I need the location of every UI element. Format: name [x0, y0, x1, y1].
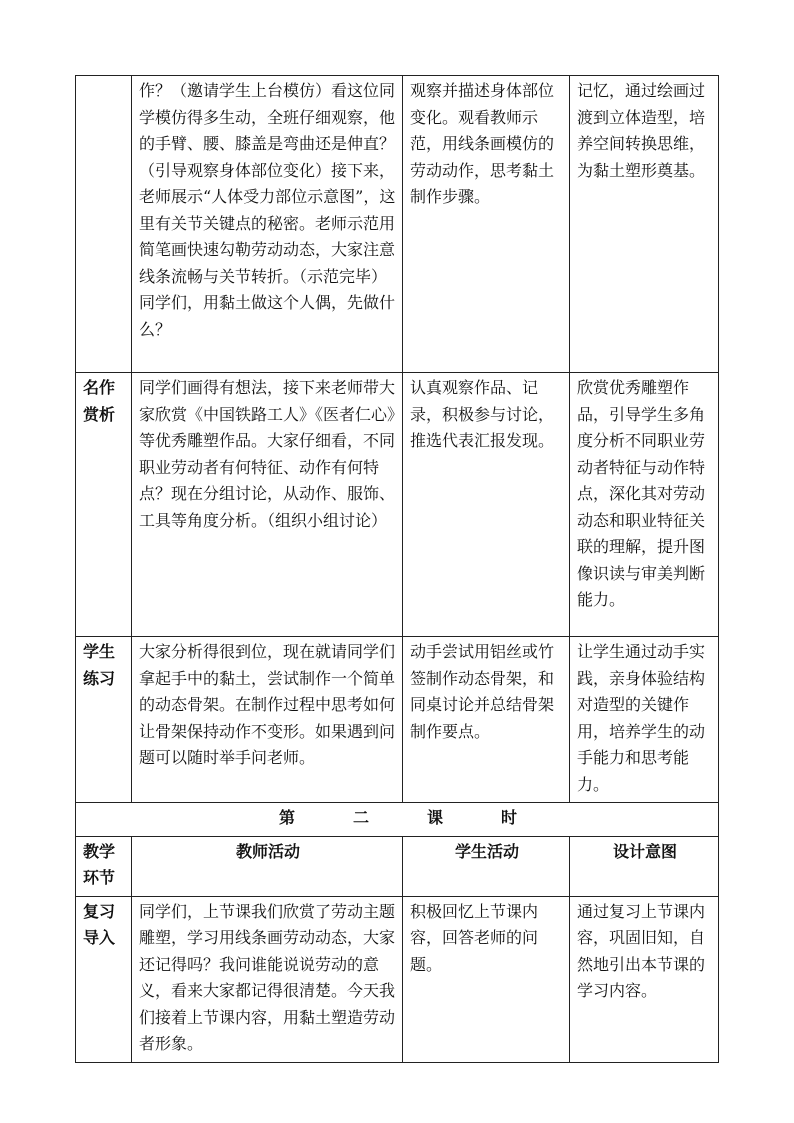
teacher-activity-cell: 同学们画得有想法，接下来老师带大家欣赏《中国铁路工人》《医者仁心》等优秀雕塑作品。大家仔细看，不同职业劳动者有何特征、动作有何特点？现在分组讨论，从动作、服饰、工具等角度分析。（组织小组讨论）	[132, 373, 403, 637]
header-row	[76, 836, 719, 896]
header-student-activity: 学生活动	[403, 836, 570, 896]
teacher-activity-cell: 大家分析得很到位，现在就请同学们拿起手中的黏土，尝试制作一个简单的动态骨架。在制作过程中思考如何让骨架保持动作不变形。如果遇到问题可以随时举手问老师。	[132, 637, 403, 803]
student-activity-cell: 观察并描述身体部位变化。观看教师示范，用线条画模仿的劳动动作，思考黏土制作步骤。	[403, 76, 570, 373]
header-teacher-activity: 教师活动	[132, 836, 403, 896]
session-row	[76, 803, 719, 837]
design-intent-cell: 欣赏优秀雕塑作品，引导学生多角度分析不同职业劳动者特征与动作特点，深化其对劳动动态和职业特征关联的理解，提升图像识读与审美判断能力。	[570, 373, 719, 637]
design-intent-cell: 通过复习上节课内容，巩固旧知，自然地引出本节课的学习内容。	[570, 896, 719, 1062]
design-intent-cell: 让学生通过动手实践，亲身体验结构对造型的关键作用，培养学生的动手能力和思考能力。	[570, 637, 719, 803]
stage-cell	[76, 76, 132, 373]
teacher-activity-cell: 同学们，上节课我们欣赏了劳动主题雕塑，学习用线条画劳动动态，大家还记得吗？我问谁能说说劳动的意义，看来大家都记得很清楚。今天我们接着上节课内容，用黏土塑造劳动者形象。	[132, 896, 403, 1062]
student-activity-cell: 积极回忆上节课内容，回答老师的问题。	[403, 896, 570, 1062]
stage-cell: 复习导入	[76, 896, 132, 1062]
table-row	[76, 896, 719, 1062]
header-stage: 教学环节	[76, 836, 132, 896]
student-activity-cell: 动手尝试用铝丝或竹签制作动态骨架，和同桌讨论并总结骨架制作要点。	[403, 637, 570, 803]
header-design-intent: 设计意图	[570, 836, 719, 896]
session-title: 第二课时	[278, 808, 575, 827]
table-row	[76, 373, 719, 637]
teacher-activity-cell: 作？（邀请学生上台模仿）看这位同学模仿得多生动，全班仔细观察，他的手臂、腰、膝盖是弯曲还是伸直？（引导观察身体部位变化）接下来，老师展示“人体受力部位示意图”，这里有关节关键点的秘密。老师示范用简笔画快速勾勒劳动动态，大家注意线条流畅与关节转折。（示范完毕）同学们，用黏土做这个人偶，先做什么？	[132, 76, 403, 373]
stage-cell: 学生练习	[76, 637, 132, 803]
lesson-plan-table	[75, 75, 719, 1063]
stage-cell: 名作赏析	[76, 373, 132, 637]
table-row	[76, 637, 719, 803]
session-title-cell	[76, 803, 719, 837]
student-activity-cell: 认真观察作品、记录，积极参与讨论，推选代表汇报发现。	[403, 373, 570, 637]
table-row	[76, 76, 719, 373]
design-intent-cell: 记忆，通过绘画过渡到立体造型，培养空间转换思维，为黏土塑形奠基。	[570, 76, 719, 373]
